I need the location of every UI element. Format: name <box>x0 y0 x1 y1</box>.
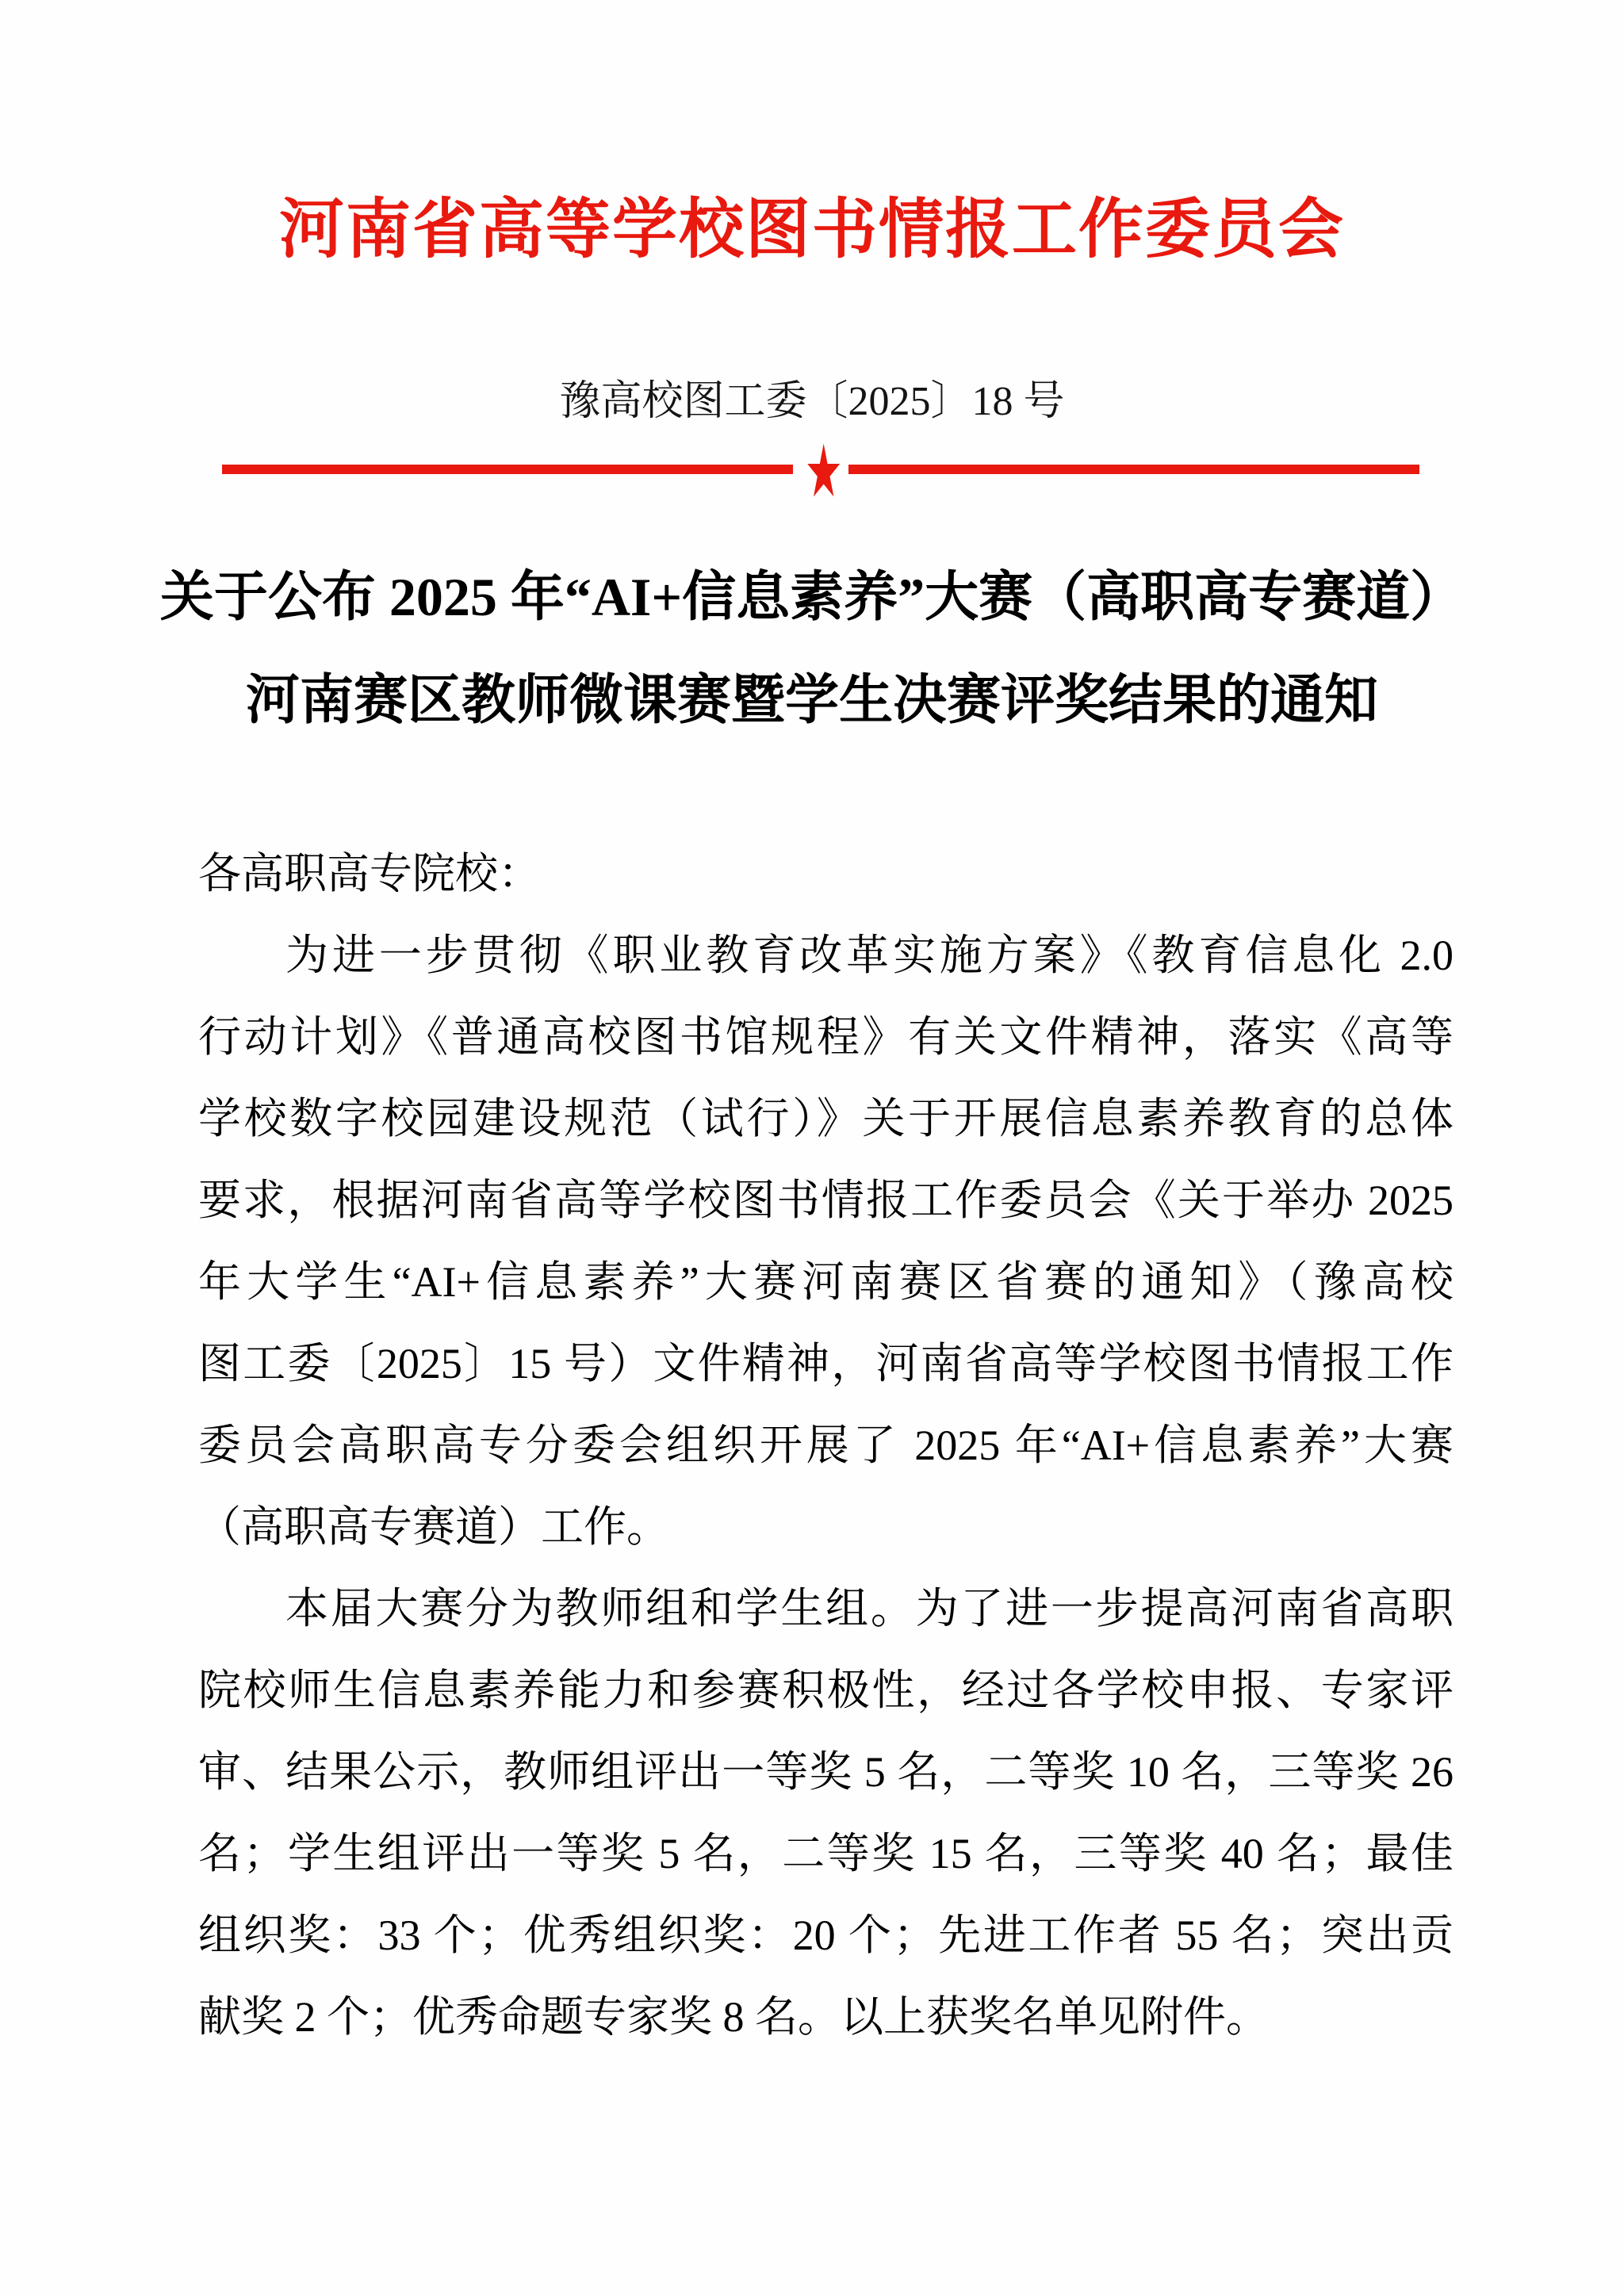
body-line: 要求，根据河南省高等学校图书情报工作委员会《关于举办 2025 <box>198 1177 1454 1224</box>
star-icon: ★ <box>804 429 843 514</box>
body-line: 院校师生信息素养能力和参赛积极性，经过各学校申报、专家评 <box>198 1667 1454 1714</box>
body-line: 年大学生“AI+信息素养”大赛河南赛区省赛的通知》（豫高校 <box>198 1258 1454 1306</box>
salutation: 各高职高专院校： <box>198 850 541 897</box>
body-line: 图工委〔2025〕15 号）文件精神，河南省高等学校图书情报工作 <box>198 1340 1454 1387</box>
doc-title <box>0 545 1624 752</box>
body-line: 名；学生组评出一等奖 5 名，二等奖 15 名，三等奖 40 名；最佳 <box>198 1830 1454 1877</box>
body-line: 行动计划》《普通高校图书馆规程》有关文件精神，落实《高等 <box>198 1013 1454 1061</box>
body-line: 审、结果公示，教师组评出一等奖 5 名，二等奖 10 名，三等奖 26 <box>198 1748 1454 1796</box>
doc-title-line1: 关于公布 2025 年“AI+信息素养”大赛（高职高专赛道） <box>159 567 1465 627</box>
doc-title-line2: 河南赛区教师微课赛暨学生决赛评奖结果的通知 <box>245 670 1378 730</box>
body-line: 委员会高职高专分委会组织开展了 2025 年“AI+信息素养”大赛 <box>198 1422 1454 1469</box>
rule-line-left <box>222 465 793 474</box>
body-line: 本届大赛分为教师组和学生组。为了进一步提高河南省高职 <box>285 1585 1454 1632</box>
body-line: 组织奖：33 个；优秀组织奖：20 个；先进工作者 55 名；突出贡 <box>198 1911 1454 1959</box>
body-text <box>198 833 1454 2058</box>
red-rule <box>222 428 1419 514</box>
org-title: 河南省高等学校图书情报工作委员会 <box>278 193 1345 266</box>
body-line: （高职高专赛道）工作。 <box>198 1503 669 1551</box>
body-line: 学校数字校园建设规范（试行）》关于开展信息素养教育的总体 <box>198 1095 1454 1142</box>
body-line: 为进一步贯彻《职业教育改革实施方案》《教育信息化 2.0 <box>285 932 1454 979</box>
body-line: 献奖 2 个；优秀命题专家奖 8 名。以上获奖名单见附件。 <box>198 1993 1269 2041</box>
doc-number: 豫高校图工委〔2025〕18 号 <box>559 379 1065 424</box>
rule-line-right <box>848 465 1419 474</box>
